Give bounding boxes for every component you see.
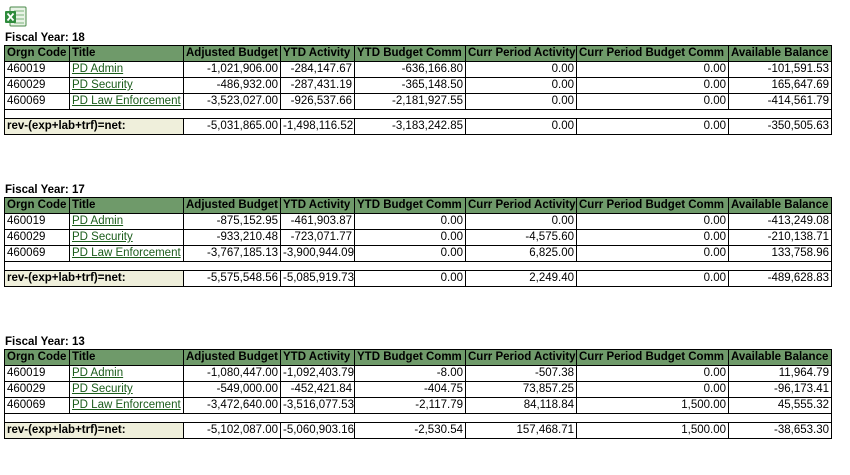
- orgn-code: 460029: [5, 230, 70, 246]
- title-cell: [70, 246, 184, 262]
- title-cell: [70, 398, 184, 414]
- available-balance: 11,964.79: [729, 366, 832, 382]
- orgn-code: 460069: [5, 246, 70, 262]
- net-curr-period-budget-comm: 1,500.00: [577, 423, 729, 439]
- table-row: [5, 366, 832, 382]
- title-link[interactable]: PD Security: [72, 231, 133, 243]
- title-link[interactable]: PD Security: [72, 79, 133, 91]
- adjusted-budget: -1,080,447.00: [184, 366, 281, 382]
- orgn-code: 460029: [5, 382, 70, 398]
- fiscal-year-block-18: [4, 31, 831, 135]
- col-available-balance: Available Balance: [729, 198, 832, 214]
- title-cell: [70, 94, 184, 110]
- adjusted-budget: -875,152.95: [184, 214, 281, 230]
- col-orgn-code: Orgn Code: [5, 350, 70, 366]
- col-curr-period-activity: Curr Period Activity: [466, 46, 577, 62]
- curr-period-activity: 0.00: [466, 62, 577, 78]
- ytd-activity: -287,431.19: [281, 78, 355, 94]
- orgn-code: 460019: [5, 214, 70, 230]
- table-row: [5, 62, 832, 78]
- budget-table: [4, 349, 832, 439]
- title-cell: [70, 366, 184, 382]
- fiscal-year-label: Fiscal Year: 17: [5, 184, 85, 196]
- curr-period-activity: 0.00: [466, 214, 577, 230]
- col-ytd-budget-comm: YTD Budget Comm: [355, 46, 466, 62]
- table-row: [5, 230, 832, 246]
- curr-period-budget-comm: 0.00: [577, 366, 729, 382]
- net-available-balance: -38,653.30: [729, 423, 832, 439]
- available-balance: 133,758.96: [729, 246, 832, 262]
- fiscal-year-label: Fiscal Year: 18: [5, 32, 85, 44]
- ytd-activity: -452,421.84: [281, 382, 355, 398]
- spacer-row: [5, 414, 832, 423]
- table-row: [5, 398, 832, 414]
- excel-export-icon[interactable]: [4, 6, 28, 28]
- curr-period-budget-comm: 0.00: [577, 246, 729, 262]
- orgn-code: 460069: [5, 398, 70, 414]
- col-title: Title: [70, 198, 184, 214]
- title-cell: [70, 382, 184, 398]
- col-curr-period-budget-comm: Curr Period Budget Comm: [577, 198, 729, 214]
- net-curr-period-activity: 157,468.71: [466, 423, 577, 439]
- curr-period-activity: -507.38: [466, 366, 577, 382]
- table-row: [5, 94, 832, 110]
- title-cell: [70, 230, 184, 246]
- ytd-budget-comm: -2,117.79: [355, 398, 466, 414]
- available-balance: -414,561.79: [729, 94, 832, 110]
- title-link[interactable]: PD Security: [72, 383, 133, 395]
- net-adjusted-budget: -5,102,087.00: [184, 423, 281, 439]
- ytd-budget-comm: -8.00: [355, 366, 466, 382]
- net-ytd-activity: -5,060,903.16: [281, 423, 355, 439]
- ytd-activity: -461,903.87: [281, 214, 355, 230]
- ytd-budget-comm: 0.00: [355, 214, 466, 230]
- ytd-budget-comm: -636,166.80: [355, 62, 466, 78]
- ytd-activity: -284,147.67: [281, 62, 355, 78]
- net-row: [5, 271, 832, 287]
- title-link[interactable]: PD Law Enforcement: [72, 247, 181, 259]
- col-ytd-budget-comm: YTD Budget Comm: [355, 198, 466, 214]
- available-balance: 45,555.32: [729, 398, 832, 414]
- net-available-balance: -489,628.83: [729, 271, 832, 287]
- adjusted-budget: -933,210.48: [184, 230, 281, 246]
- col-available-balance: Available Balance: [729, 46, 832, 62]
- col-title: Title: [70, 46, 184, 62]
- orgn-code: 460019: [5, 62, 70, 78]
- curr-period-activity: 84,118.84: [466, 398, 577, 414]
- title-link[interactable]: PD Admin: [72, 63, 124, 75]
- col-title: Title: [70, 350, 184, 366]
- net-adjusted-budget: -5,575,548.56: [184, 271, 281, 287]
- orgn-code: 460069: [5, 94, 70, 110]
- curr-period-activity: -4,575.60: [466, 230, 577, 246]
- title-cell: [70, 78, 184, 94]
- col-ytd-activity: YTD Activity: [281, 350, 355, 366]
- net-label: rev-(exp+lab+trf)=net:: [5, 423, 184, 439]
- net-available-balance: -350,505.63: [729, 119, 832, 135]
- adjusted-budget: -3,472,640.00: [184, 398, 281, 414]
- available-balance: -96,173.41: [729, 382, 832, 398]
- ytd-budget-comm: 0.00: [355, 230, 466, 246]
- orgn-code: 460029: [5, 78, 70, 94]
- col-ytd-activity: YTD Activity: [281, 198, 355, 214]
- curr-period-budget-comm: 0.00: [577, 214, 729, 230]
- col-orgn-code: Orgn Code: [5, 198, 70, 214]
- table-row: [5, 246, 832, 262]
- curr-period-activity: 73,857.25: [466, 382, 577, 398]
- title-link[interactable]: PD Admin: [72, 215, 124, 227]
- available-balance: -101,591.53: [729, 62, 832, 78]
- col-curr-period-activity: Curr Period Activity: [466, 350, 577, 366]
- ytd-budget-comm: 0.00: [355, 246, 466, 262]
- ytd-budget-comm: -365,148.50: [355, 78, 466, 94]
- table-header-row: [5, 198, 832, 214]
- net-label: rev-(exp+lab+trf)=net:: [5, 271, 184, 287]
- fiscal-year-block-17: [4, 183, 831, 287]
- orgn-code: 460019: [5, 366, 70, 382]
- net-adjusted-budget: -5,031,865.00: [184, 119, 281, 135]
- available-balance: -210,138.71: [729, 230, 832, 246]
- adjusted-budget: -3,767,185.13: [184, 246, 281, 262]
- col-adjusted-budget: Adjusted Budget: [184, 350, 281, 366]
- title-cell: [70, 214, 184, 230]
- col-adjusted-budget: Adjusted Budget: [184, 198, 281, 214]
- spacer-row: [5, 262, 832, 271]
- net-ytd-activity: -1,498,116.52: [281, 119, 355, 135]
- adjusted-budget: -549,000.00: [184, 382, 281, 398]
- title-link[interactable]: PD Law Enforcement: [72, 399, 181, 411]
- net-row: [5, 119, 832, 135]
- available-balance: 165,647.69: [729, 78, 832, 94]
- available-balance: -413,249.08: [729, 214, 832, 230]
- ytd-budget-comm: -404.75: [355, 382, 466, 398]
- table-header-row: [5, 46, 832, 62]
- net-label: rev-(exp+lab+trf)=net:: [5, 119, 184, 135]
- adjusted-budget: -1,021,906.00: [184, 62, 281, 78]
- fiscal-year-block-13: [4, 335, 831, 439]
- col-ytd-activity: YTD Activity: [281, 46, 355, 62]
- col-available-balance: Available Balance: [729, 350, 832, 366]
- title-link[interactable]: PD Law Enforcement: [72, 95, 181, 107]
- budget-table: [4, 45, 832, 135]
- col-orgn-code: Orgn Code: [5, 46, 70, 62]
- ytd-activity: -926,537.66: [281, 94, 355, 110]
- col-ytd-budget-comm: YTD Budget Comm: [355, 350, 466, 366]
- curr-period-budget-comm: 0.00: [577, 94, 729, 110]
- col-adjusted-budget: Adjusted Budget: [184, 46, 281, 62]
- curr-period-budget-comm: 0.00: [577, 62, 729, 78]
- net-curr-period-activity: 0.00: [466, 119, 577, 135]
- col-curr-period-budget-comm: Curr Period Budget Comm: [577, 46, 729, 62]
- ytd-activity: -3,900,944.09: [281, 246, 355, 262]
- fiscal-year-label: Fiscal Year: 13: [5, 336, 85, 348]
- net-row: [5, 423, 832, 439]
- table-header-row: [5, 350, 832, 366]
- title-cell: [70, 62, 184, 78]
- title-link[interactable]: PD Admin: [72, 367, 124, 379]
- curr-period-budget-comm: 0.00: [577, 230, 729, 246]
- ytd-activity: -723,071.77: [281, 230, 355, 246]
- net-curr-period-budget-comm: 0.00: [577, 271, 729, 287]
- net-curr-period-activity: 2,249.40: [466, 271, 577, 287]
- net-ytd-budget-comm: 0.00: [355, 271, 466, 287]
- curr-period-budget-comm: 0.00: [577, 382, 729, 398]
- curr-period-activity: 0.00: [466, 78, 577, 94]
- curr-period-budget-comm: 0.00: [577, 78, 729, 94]
- net-ytd-budget-comm: -2,530.54: [355, 423, 466, 439]
- curr-period-budget-comm: 1,500.00: [577, 398, 729, 414]
- spacer-row: [5, 110, 832, 119]
- adjusted-budget: -486,932.00: [184, 78, 281, 94]
- table-row: [5, 214, 832, 230]
- table-row: [5, 382, 832, 398]
- adjusted-budget: -3,523,027.00: [184, 94, 281, 110]
- net-curr-period-budget-comm: 0.00: [577, 119, 729, 135]
- table-row: [5, 78, 832, 94]
- col-curr-period-budget-comm: Curr Period Budget Comm: [577, 350, 729, 366]
- ytd-activity: -3,516,077.53: [281, 398, 355, 414]
- col-curr-period-activity: Curr Period Activity: [466, 198, 577, 214]
- net-ytd-budget-comm: -3,183,242.85: [355, 119, 466, 135]
- curr-period-activity: 0.00: [466, 94, 577, 110]
- budget-table: [4, 197, 832, 287]
- ytd-activity: -1,092,403.79: [281, 366, 355, 382]
- net-ytd-activity: -5,085,919.73: [281, 271, 355, 287]
- curr-period-activity: 6,825.00: [466, 246, 577, 262]
- ytd-budget-comm: -2,181,927.55: [355, 94, 466, 110]
